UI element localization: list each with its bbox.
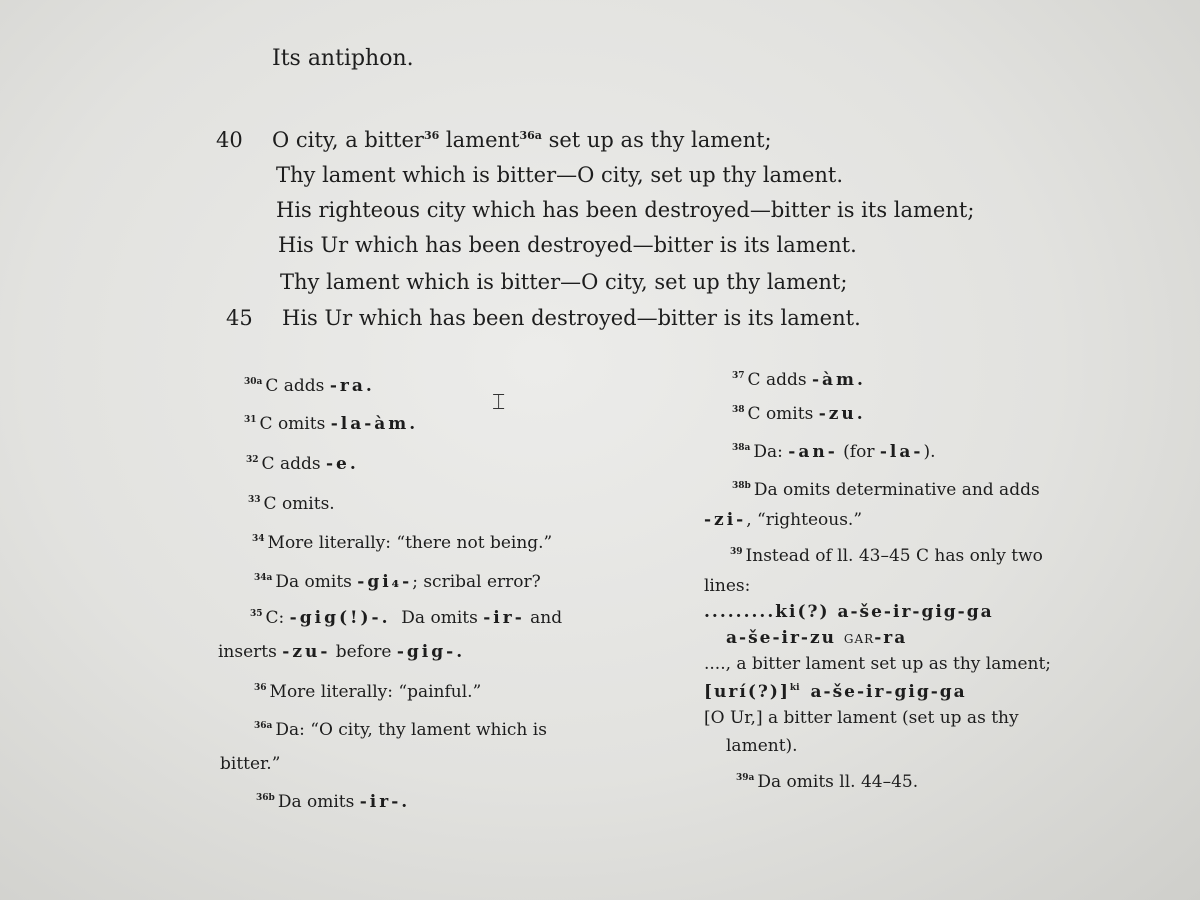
line-number-40: 40 xyxy=(216,128,243,152)
note-text: C omits xyxy=(259,414,331,434)
verse-text: set up as thy lament; xyxy=(541,128,772,152)
note-marker: 31 xyxy=(244,415,257,426)
footnote-39-line-f: lament). xyxy=(726,736,798,756)
note-text: C omits xyxy=(747,404,819,424)
note-sumerian: -e. xyxy=(325,454,359,474)
note-marker: 38b xyxy=(732,481,751,492)
note-text: inserts xyxy=(218,642,283,662)
note-text: before xyxy=(330,642,397,662)
note-sumerian: -gig(!)-. xyxy=(289,608,391,628)
note-text: C adds xyxy=(261,454,326,474)
footnote-ref-36a: 36a xyxy=(519,129,542,142)
footnote-33 xyxy=(248,494,335,514)
footnote-39a xyxy=(736,772,918,792)
footnote-34 xyxy=(252,533,552,553)
footnote-35-cont xyxy=(218,642,465,662)
note-sumerian: -ir-. xyxy=(359,792,411,812)
note-text: Da omits determinative and adds xyxy=(753,480,1040,500)
note-text: (for xyxy=(837,442,880,462)
note-sumerian: -gig-. xyxy=(396,642,466,662)
note-sumerian: -zi- xyxy=(704,510,747,530)
note-text: C adds xyxy=(265,376,330,396)
footnote-36a-cont: bitter.” xyxy=(220,754,281,774)
footnote-39-line-e: [O Ur,] a bitter lament (set up as thy xyxy=(704,708,1019,728)
footnote-39-line-a xyxy=(704,602,994,622)
verse-line-45: His Ur which has been destroyed—bitter is its lament. xyxy=(282,306,861,330)
note-sumerian: .........ki(?) a-še-ir-gig-ga xyxy=(704,602,994,622)
note-sumerian: -ra xyxy=(874,628,908,648)
verse-line-42: His righteous city which has been destroyed—bitter is its lament; xyxy=(276,198,975,222)
note-text: More literally: “there not being.” xyxy=(267,533,553,553)
note-marker: 35 xyxy=(250,609,263,620)
line-number-45: 45 xyxy=(226,306,253,330)
verse-text: O city, a bitter xyxy=(272,128,424,152)
note-marker: 38a xyxy=(732,443,751,454)
note-sumerian: a-še-ir-zu xyxy=(726,628,844,648)
footnote-39-line-d xyxy=(704,682,967,702)
note-text: ). xyxy=(923,442,936,462)
note-text: Da: xyxy=(753,442,789,462)
note-sumerian: -zu. xyxy=(818,404,866,424)
footnote-35 xyxy=(250,608,562,628)
note-text: , “righteous.” xyxy=(746,510,863,530)
note-sumerian: -zu- xyxy=(282,642,331,662)
note-text: Da omits xyxy=(277,792,360,812)
footnote-36b xyxy=(256,792,410,812)
note-sumerian: -gi₄- xyxy=(357,572,413,592)
note-marker: 38 xyxy=(732,405,745,416)
footnote-34a xyxy=(254,572,541,592)
note-marker: 33 xyxy=(248,495,261,506)
note-text: More literally: “painful.” xyxy=(269,682,482,702)
note-marker: 34 xyxy=(252,534,265,545)
footnote-36a xyxy=(254,720,547,740)
verse-line-44: Thy lament which is bitter—O city, set up thy lament; xyxy=(280,270,848,294)
note-sumerian: -an- xyxy=(788,442,838,462)
note-text: Da omits xyxy=(390,608,484,628)
note-text: C omits. xyxy=(263,494,335,514)
note-marker: 34a xyxy=(254,573,273,584)
footnote-36 xyxy=(254,682,481,702)
note-text: and xyxy=(524,608,563,628)
note-sumerian: -àm. xyxy=(811,370,866,390)
text-cursor-icon: ⌶ xyxy=(492,390,506,415)
note-text: Da omits xyxy=(275,572,358,592)
footnote-39 xyxy=(730,546,1043,566)
footnote-39-line-c: ...., a bitter lament set up as thy lament; xyxy=(704,654,1052,674)
note-marker: 32 xyxy=(246,455,259,466)
footnote-ref-36: 36 xyxy=(423,129,440,142)
footnote-30a xyxy=(244,376,375,396)
note-logogram: GAR xyxy=(843,632,875,646)
footnote-38b xyxy=(732,480,1040,500)
footnote-31 xyxy=(244,414,418,434)
note-marker: 30a xyxy=(244,377,263,388)
note-marker: 36 xyxy=(254,683,267,694)
antiphon-heading: Its antiphon. xyxy=(272,46,414,71)
note-text: Da omits ll. 44–45. xyxy=(757,772,919,792)
footnote-39-cont: lines: xyxy=(704,576,751,596)
note-text: Da: “O city, thy lament which is xyxy=(275,720,547,740)
note-marker: 39a xyxy=(736,773,755,784)
footnote-38b-cont xyxy=(704,510,862,530)
note-sumerian: -la- xyxy=(879,442,924,462)
note-marker: 36b xyxy=(256,793,275,804)
note-text: C: xyxy=(265,608,290,628)
footnote-39-line-b xyxy=(726,628,907,648)
note-text: C adds xyxy=(747,370,812,390)
note-sumerian: -ir- xyxy=(483,608,525,628)
note-text: Instead of ll. 43–45 C has only two xyxy=(745,546,1043,566)
footnote-38 xyxy=(732,404,866,424)
note-sumerian: a-še-ir-gig-ga xyxy=(802,682,967,702)
note-sumerian: -la-àm. xyxy=(330,414,419,434)
verse-line-43: His Ur which has been destroyed—bitter is its lament. xyxy=(278,233,857,257)
note-sumerian: [urí(?)] xyxy=(704,682,790,702)
note-determinative: ki xyxy=(789,683,800,694)
verse-line-40 xyxy=(272,128,772,152)
footnote-32 xyxy=(246,454,359,474)
note-text: ; scribal error? xyxy=(412,572,541,592)
verse-text: lament xyxy=(439,128,520,152)
footnote-38a xyxy=(732,442,936,462)
footnote-37 xyxy=(732,370,866,390)
verse-line-41: Thy lament which is bitter—O city, set up thy lament. xyxy=(276,163,844,187)
note-sumerian: -ra. xyxy=(329,376,375,396)
note-marker: 37 xyxy=(732,371,745,382)
note-marker: 36a xyxy=(254,721,273,732)
note-marker: 39 xyxy=(730,547,743,558)
